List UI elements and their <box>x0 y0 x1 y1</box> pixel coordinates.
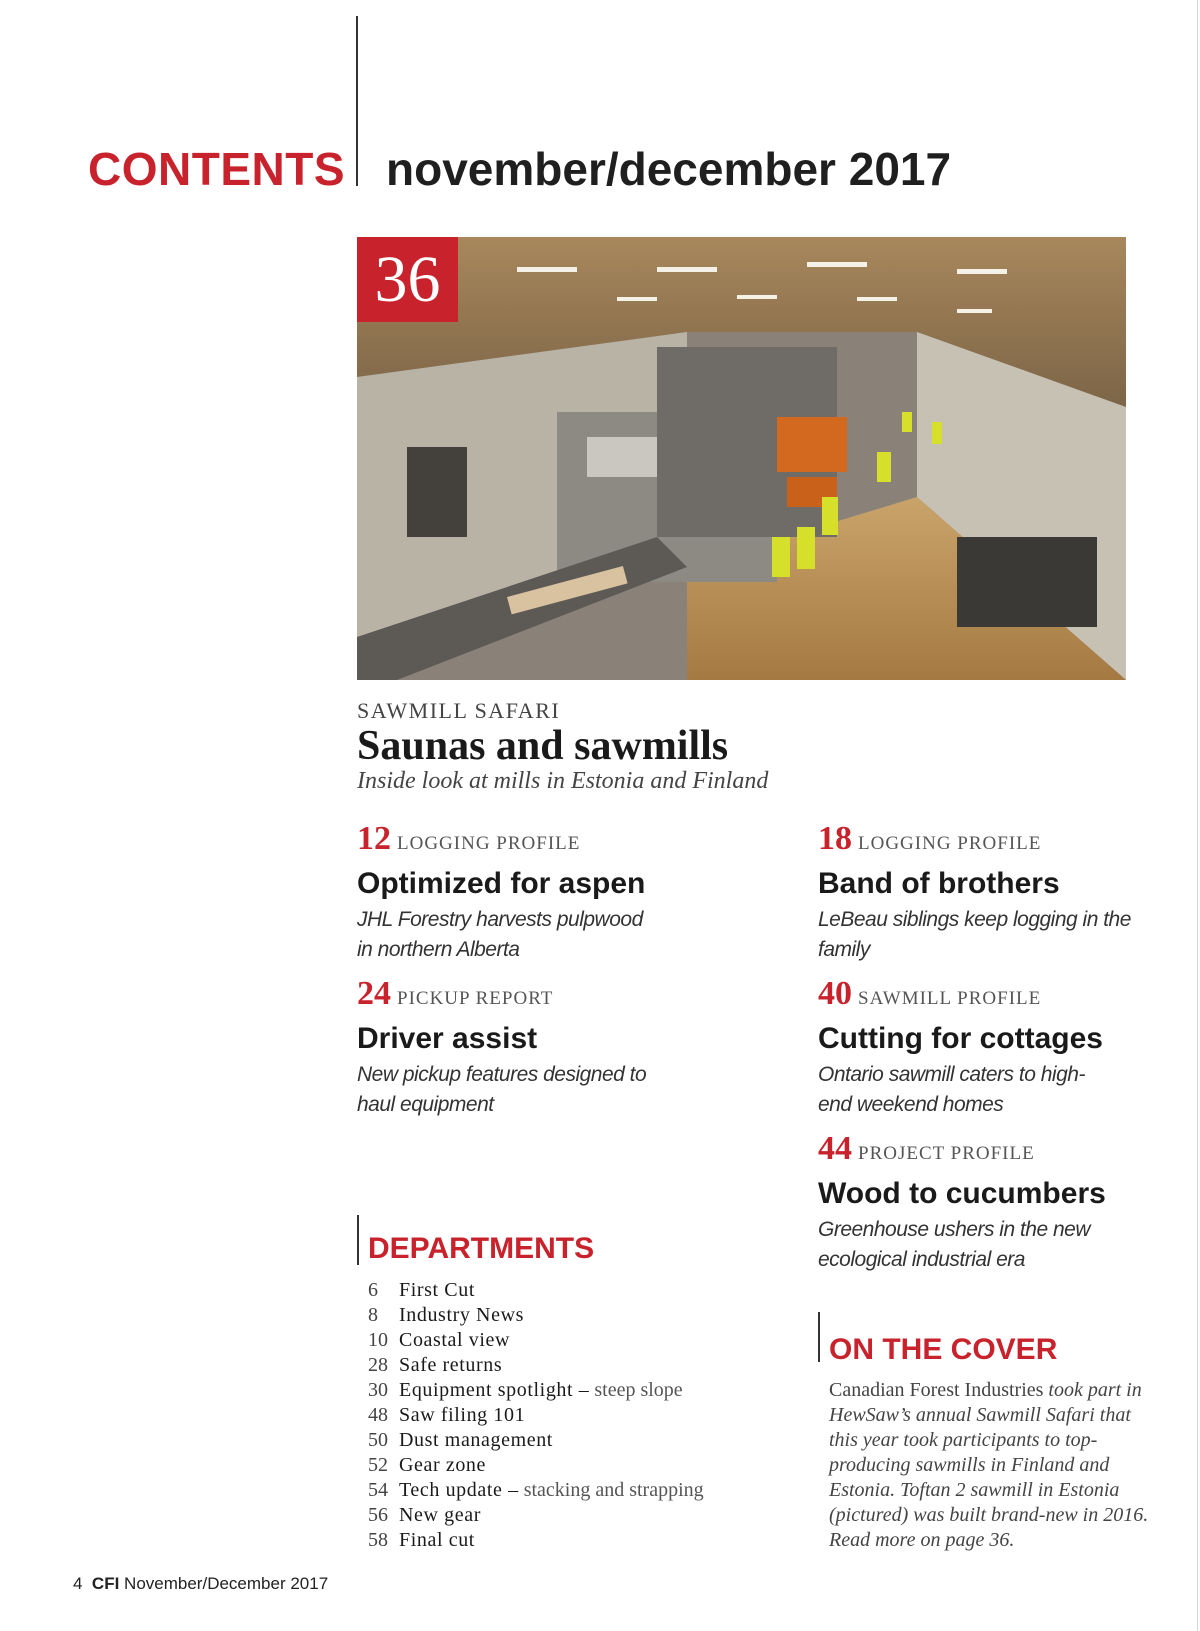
story-deck: LeBeau siblings keep logging in the family <box>818 908 1131 961</box>
department-page: 58 <box>368 1529 388 1551</box>
story-title: Band of brothers <box>818 867 1060 900</box>
department-page: 52 <box>368 1454 388 1476</box>
cover-publication-name: Canadian Forest Industries <box>829 1379 1044 1401</box>
footer-issue: November/December 2017 <box>124 1574 329 1593</box>
list-item[interactable] <box>368 1378 704 1403</box>
list-item[interactable] <box>368 1528 704 1553</box>
story-item[interactable] <box>818 820 1148 965</box>
department-page: 8 <box>368 1304 378 1326</box>
story-item[interactable] <box>357 820 687 965</box>
list-item[interactable] <box>368 1478 704 1503</box>
list-item[interactable] <box>368 1428 704 1453</box>
list-item[interactable] <box>368 1278 704 1303</box>
department-name: Dust management <box>399 1429 553 1451</box>
story-page-number: 40 <box>818 975 852 1012</box>
department-name: Gear zone <box>399 1454 487 1476</box>
cover-heading: ON THE COVER <box>829 1333 1058 1366</box>
department-name: Industry News <box>399 1304 525 1326</box>
department-name: Final cut <box>399 1529 475 1551</box>
feature-kicker: SAWMILL SAFARI <box>357 698 561 723</box>
story-title: Wood to cucumbers <box>818 1177 1106 1210</box>
feature-title[interactable]: Saunas and sawmills <box>357 723 729 769</box>
story-title: Optimized for aspen <box>357 867 646 900</box>
cover-description <box>829 1378 1149 1553</box>
story-category: LOGGING PROFILE <box>397 833 581 854</box>
footer-page-number: 4 <box>73 1574 83 1593</box>
feature-page-badge: 36 <box>357 237 458 322</box>
story-item[interactable] <box>818 975 1148 1120</box>
story-category: PROJECT PROFILE <box>858 1143 1035 1164</box>
story-deck: JHL Forestry harvests pulpwood in northern Alberta <box>357 908 643 961</box>
list-item[interactable] <box>368 1328 704 1353</box>
department-page: 30 <box>368 1379 388 1401</box>
department-page: 54 <box>368 1479 388 1501</box>
list-item[interactable] <box>368 1353 704 1378</box>
department-name: Equipment spotlight – <box>399 1379 590 1401</box>
department-page: 28 <box>368 1354 388 1376</box>
story-item[interactable] <box>357 975 687 1120</box>
department-extra: steep slope <box>594 1379 683 1401</box>
list-item[interactable] <box>368 1303 704 1328</box>
department-page: 50 <box>368 1429 388 1451</box>
story-page-number: 24 <box>357 975 391 1012</box>
department-name: Saw filing 101 <box>399 1404 526 1426</box>
list-item[interactable] <box>368 1403 704 1428</box>
department-page: 48 <box>368 1404 388 1426</box>
sawmill-interior-photo <box>357 237 1126 680</box>
story-title: Driver assist <box>357 1022 538 1055</box>
story-deck: Greenhouse ushers in the new ecological industrial era <box>818 1218 1091 1271</box>
department-name: Safe returns <box>399 1354 503 1376</box>
story-category: PICKUP REPORT <box>397 988 554 1009</box>
list-item[interactable] <box>368 1453 704 1478</box>
story-title: Cutting for cottages <box>818 1022 1103 1055</box>
story-category: SAWMILL PROFILE <box>858 988 1042 1009</box>
department-name: Coastal view <box>399 1329 511 1351</box>
feature-photo[interactable] <box>357 237 1126 680</box>
departments-heading: DEPARTMENTS <box>368 1232 595 1265</box>
department-page: 10 <box>368 1329 388 1351</box>
feature-deck: Inside look at mills in Estonia and Finland <box>357 768 769 794</box>
cover-caption-text: took part in HewSaw’s annual Sawmill Safari that this year took participants to top-producing sawmills in Finland and Estonia. Toftan 2 sawmill in Estonia (pictured) was built brand-new in 2016. Read more on page 36. <box>829 1379 1149 1551</box>
page-footer <box>73 1574 328 1594</box>
contents-label: CONTENTS <box>88 143 345 195</box>
story-deck: New pickup features designed to haul equipment <box>357 1063 647 1116</box>
department-page: 6 <box>368 1279 378 1301</box>
footer-publication: CFI <box>91 1574 120 1593</box>
department-name: New gear <box>399 1504 481 1526</box>
story-page-number: 12 <box>357 820 391 857</box>
department-name: Tech update – <box>399 1479 519 1501</box>
page-edge-line <box>1197 0 1198 1631</box>
cover-divider <box>818 1312 820 1362</box>
department-extra: stacking and strapping <box>523 1479 704 1501</box>
story-category: LOGGING PROFILE <box>858 833 1042 854</box>
story-page-number: 18 <box>818 820 852 857</box>
header-divider <box>356 16 358 186</box>
department-page: 56 <box>368 1504 388 1526</box>
issue-title: november/december 2017 <box>386 143 952 195</box>
story-page-number: 44 <box>818 1130 852 1167</box>
story-deck: Ontario sawmill caters to high-end weekend homes <box>818 1063 1085 1116</box>
list-item[interactable] <box>368 1503 704 1528</box>
departments-list <box>368 1278 704 1553</box>
departments-divider <box>357 1215 359 1265</box>
department-name: First Cut <box>399 1279 475 1301</box>
story-item[interactable] <box>818 1130 1148 1275</box>
